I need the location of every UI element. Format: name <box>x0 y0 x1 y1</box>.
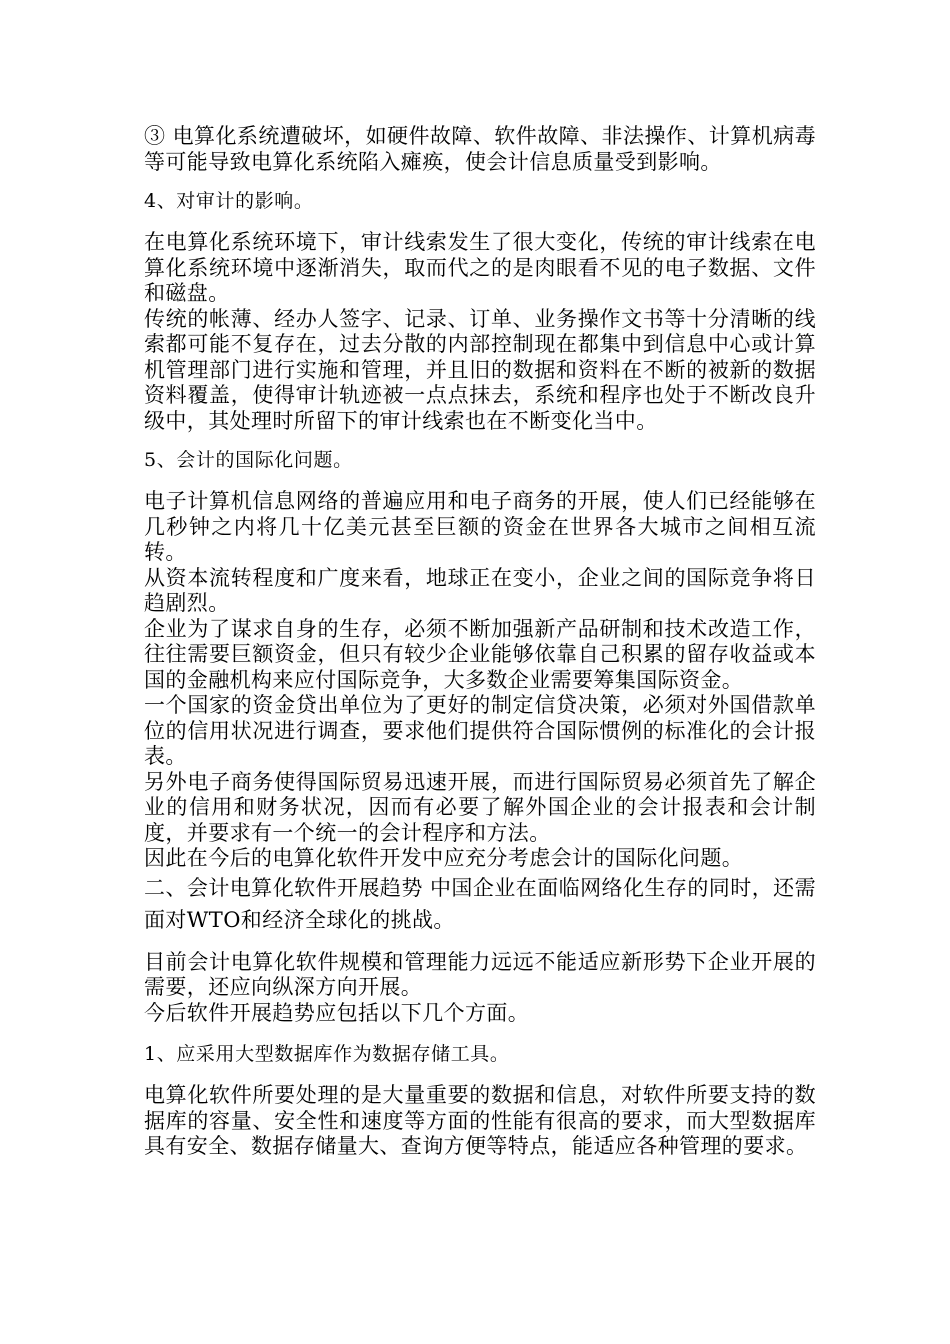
heading-audit-impact: 4、对审计的影响。 <box>144 190 314 212</box>
paragraph-software-development: 因此在今后的电算化软件开发中应充分考虑会计的国际化问题。 <box>144 846 744 870</box>
paragraph-development-trend: 二、会计电算化软件开展趋势 中国企业在面临网络化生存的同时，还需面对WTO和经济全球化的挑战。 <box>144 875 816 932</box>
paragraph-enterprise-funding: 企业为了谋求自身的生存，必须不断加强新产品研制和技术改造工作，往往需要巨额资金，但只有较少企业能够依靠自己积累的留存收益或本国的金融机构来应付国际竞争，大多数企业需要筹集国际资金。 <box>144 616 816 692</box>
paragraph-system-damage: ③ 电算化系统遭破坏，如硬件故障、软件故障、非法操作、计算机病毒等可能导致电算化系统陷入瘫痪，使会计信息质量受到影响。 <box>144 124 816 174</box>
paragraph-network-commerce: 电子计算机信息网络的普遍应用和电子商务的开展，使人们已经能够在几秒钟之内将几十亿美元甚至巨额的资金在世界各大城市之间相互流转。 <box>144 489 816 564</box>
paragraph-international-trade: 另外电子商务使得国际贸易迅速开展，而进行国际贸易必须首先了解企业的信用和财务状况，因而有必要了解外国企业的会计报表和会计制度，并要求有一个统一的会计程序和方法。 <box>144 769 816 845</box>
document-body <box>144 124 816 1160</box>
paragraph-scale-management: 目前会计电算化软件规模和管理能力远远不能适应新形势下企业开展的需要，还应向纵深方向开展。 <box>144 949 816 999</box>
heading-large-database: 1、应采用大型数据库作为数据存储工具。 <box>144 1043 510 1065</box>
paragraph-credit-decision: 一个国家的资金贷出单位为了更好的制定信贷决策，必须对外国借款单位的信用状况进行调查，要求他们提供符合国际惯例的标准化的会计报表。 <box>144 693 816 768</box>
paragraph-capital-flow: 从资本流转程度和广度来看，地球正在变小，企业之间的国际竞争将日趋剧烈。 <box>144 565 816 615</box>
paragraph-audit-trail-change: 在电算化系统环境下，审计线索发生了很大变化，传统的审计线索在电算化系统环境中逐渐消失，取而代之的是肉眼看不见的电子数据、文件和磁盘。 <box>144 230 816 305</box>
heading-internationalization: 5、会计的国际化问题。 <box>144 449 353 471</box>
paragraph-traditional-clues: 传统的帐薄、经办人签字、记录、订单、业务操作文书等十分清晰的线索都可能不复存在，过去分散的内部控制现在都集中到信息中心或计算机管理部门进行实施和管理，并且旧的数据和资料在不断的被新的数据资料覆盖，使得审计轨迹被一点点抹去，系统和程序也处于不断改良升级中，其处理时所留下的审计线索也在不断变化当中。 <box>144 306 816 433</box>
paragraph-trend-aspects: 今后软件开展趋势应包括以下几个方面。 <box>144 1000 530 1025</box>
paragraph-database-requirements: 电算化软件所要处理的是大量重要的数据和信息，对软件所要支持的数据库的容量、安全性和速度等方面的性能有很高的要求，而大型数据库具有安全、数据存储量大、查询方便等特点，能适应各种管理的要求。 <box>144 1083 816 1158</box>
